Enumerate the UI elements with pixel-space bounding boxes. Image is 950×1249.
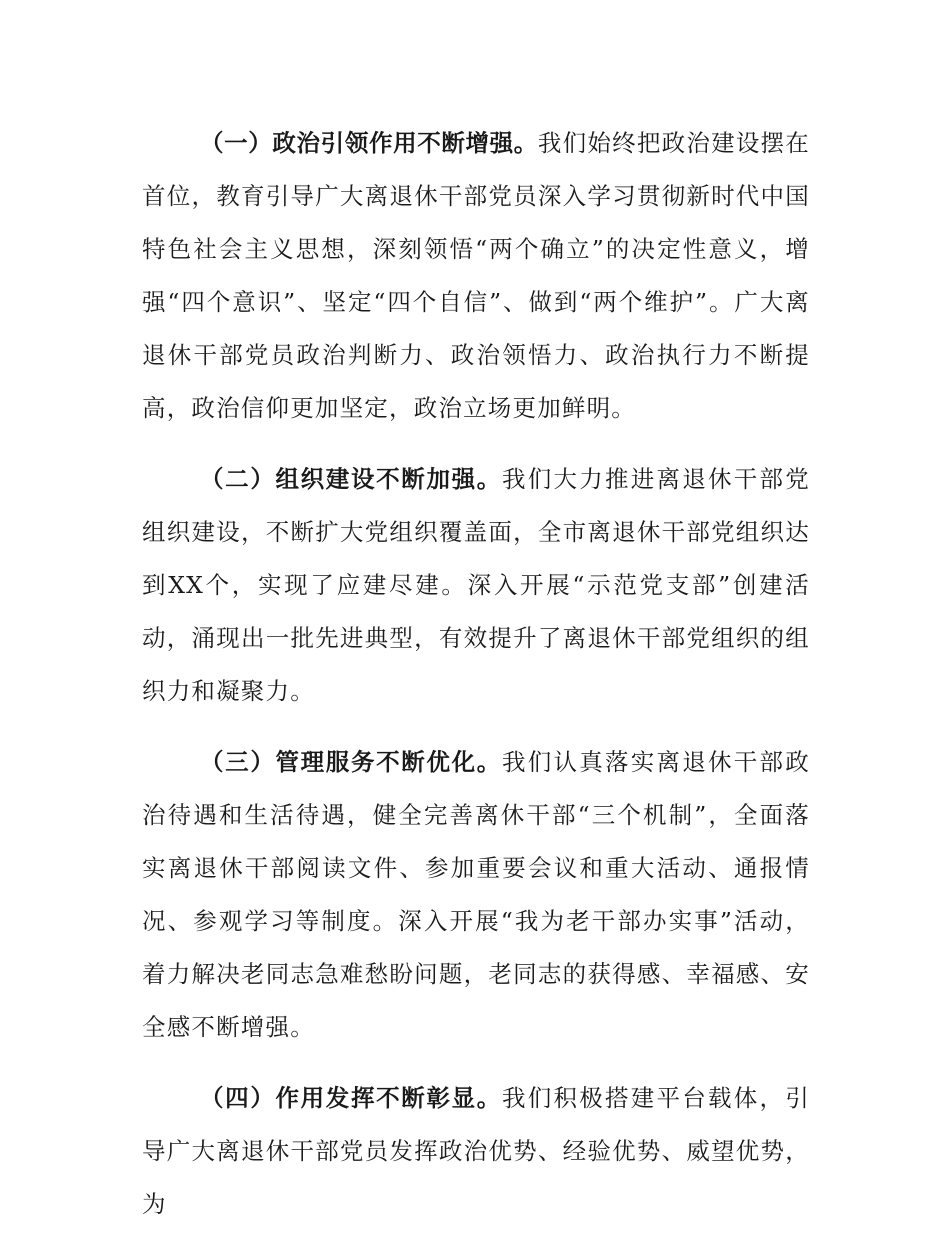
paragraph-1-body: 我们始终把政治建设摆在首位，教育引导广大离退休干部党员深入学习贯彻新时代中国特色社会主义思想，深刻领悟“两个确立”的决定性意义，增强“四个意识”、坚定“四个自信”、做到“两个维护”。广大离退休干部党员政治判断力、政治领悟力、政治执行力不断提高，政治信仰更加坚定，政治立场更加鲜明。 (142, 129, 810, 422)
paragraph-4 (142, 1072, 810, 1231)
paragraph-1-heading: （一）政治引领作用不断增强。 (200, 129, 538, 157)
paragraph-4-heading: （四）作用发挥不断彰显。 (200, 1084, 502, 1112)
document-page (142, 117, 810, 1249)
paragraph-3-body: 我们认真落实离退休干部政治待遇和生活待遇，健全完善离休干部“三个机制”，全面落实离退休干部阅读文件、参加重要会议和重大活动、通报情况、参观学习等制度。深入开展“我为老干部办实事”活动，着力解决老同志急难愁盼问题，老同志的获得感、幸福感、安全感不断增强。 (142, 748, 811, 1041)
paragraph-1 (142, 117, 810, 435)
paragraph-4-body: 我们积极搭建平台载体，引导广大离退休干部党员发挥政治优势、经验优势、威望优势，为 (142, 1084, 811, 1218)
paragraph-2-heading: （二）组织建设不断加强。 (200, 465, 502, 493)
paragraph-2-body: 我们大力推进离退休干部党组织建设，不断扩大党组织覆盖面，全市离退休干部党组织达到XX个，实现了应建尽建。深入开展“示范党支部”创建活动，涌现出一批先进典型，有效提升了离退休干部党组织的组织力和凝聚力。 (142, 465, 811, 705)
paragraph-3 (142, 736, 810, 1054)
paragraph-3-heading: （三）管理服务不断优化。 (200, 748, 502, 776)
paragraph-2 (142, 453, 810, 718)
